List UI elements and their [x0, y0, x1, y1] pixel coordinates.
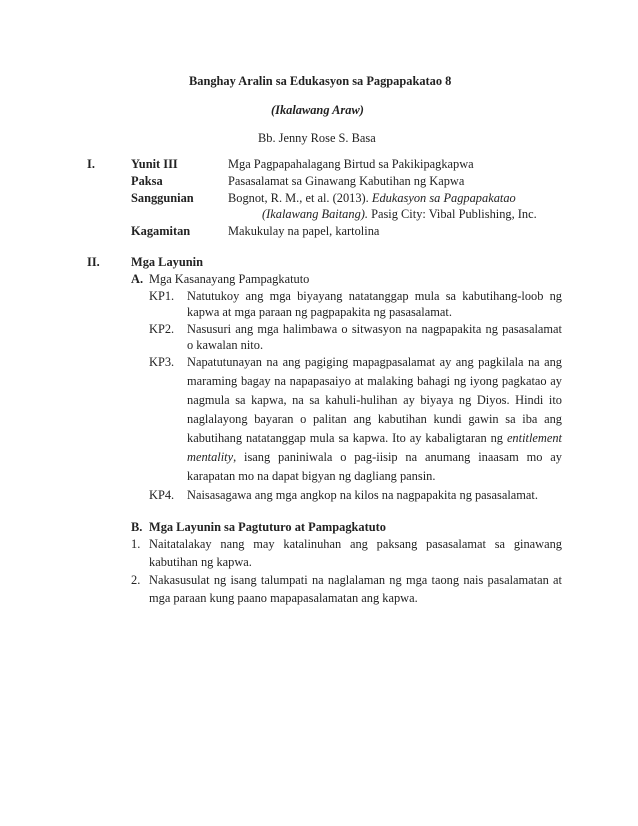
value-sanggunian-line1 — [228, 191, 516, 206]
kp3-line5 — [187, 431, 562, 446]
label-sanggunian: Sanggunian — [131, 191, 194, 205]
kp3-line1: Napatutunayan na ang pagiging mapagpasalamat ay ang pagkilala na ang — [187, 355, 562, 369]
objective-2-line2: mga paraan kung paano mapapasalamatan ang kapwa. — [149, 591, 418, 605]
document-day: (Ikalawang Araw) — [271, 103, 364, 117]
objective-2-number: 2. — [131, 573, 141, 587]
citation-authors: Bognot, R. M., et al. (2013). — [228, 191, 372, 205]
label-yunit: Yunit III — [131, 157, 178, 171]
value-kagamitan: Makukulay na papel, kartolina — [228, 224, 380, 238]
kp2-line2: o kawalan nito. — [187, 338, 264, 352]
kp3-line6 — [187, 450, 562, 465]
document-author: Bb. Jenny Rose S. Basa — [258, 131, 376, 145]
kp3-line2: maraming bagay na napapasaiyo at malaking bahagi ng iyong pagkatao ay — [187, 374, 562, 388]
objective-2-line1: Nakasusulat ng isang talumpati na naglalaman ng mga taong nais pasalamatan at — [149, 573, 562, 587]
kp4-code: KP4. — [149, 488, 175, 502]
value-yunit: Mga Pagpapahalagang Birtud sa Pakikipagkapwa — [228, 157, 474, 171]
objective-1-line2: kabutihan ng kapwa. — [149, 555, 252, 569]
citation-book-title: Edukasyon sa Pagpapakatao — [371, 191, 516, 205]
kp3-line6-text: , isang paniniwala o pag-iisip na anumang inaasam mo ay — [233, 450, 562, 464]
kp2-line1: Nasusuri ang mga halimbawa o sitwasyon na nagpapakita ng pasasalamat — [187, 322, 562, 336]
section-1-numeral: I. — [87, 157, 95, 171]
section-2-title: Mga Layunin — [131, 255, 203, 269]
part-a-title: Mga Kasanayang Pampagkatuto — [149, 272, 310, 286]
objective-1-number: 1. — [131, 537, 141, 551]
kp3-line7: karapatan mo na dapat bigyan ng dagliang pansin. — [187, 469, 436, 483]
kp4-line1: Naisasagawa ang mga angkop na kilos na nagpapakita ng pasasalamat. — [187, 488, 538, 502]
objective-1-line1: Naitatalakay nang may katalinuhan ang paksang pasasalamat sa ginawang — [149, 537, 562, 551]
value-paksa: Pasasalamat sa Ginawang Kabutihan ng Kapwa — [228, 174, 465, 188]
citation-edition: (Ikalawang Baitang). — [262, 207, 368, 221]
citation-publisher: Pasig City: Vibal Publishing, Inc. — [368, 207, 537, 221]
kp1-code: KP1. — [149, 289, 175, 303]
label-paksa: Paksa — [131, 174, 163, 188]
part-a-letter: A. — [131, 272, 144, 286]
value-sanggunian-line2 — [262, 207, 537, 222]
kp3-line5-text: kabutihang natatanggap mula sa kapwa. Ito ay kabaligtaran ng — [187, 431, 507, 445]
kp2-code: KP2. — [149, 322, 175, 336]
kp3-code: KP3. — [149, 355, 175, 369]
part-b-letter: B. — [131, 520, 143, 534]
label-kagamitan: Kagamitan — [131, 224, 191, 238]
part-b-title: Mga Layunin sa Pagtuturo at Pampagkatuto — [149, 520, 386, 534]
kp3-term-mentality: mentality — [187, 450, 234, 464]
kp1-line1: Natutukoy ang mga biyayang natatanggap mula sa kabutihang-loob ng — [187, 289, 562, 303]
document-title: Banghay Aralin sa Edukasyon sa Pagpapakatao 8 — [189, 74, 452, 88]
kp1-line2: kapwa at mga paraan ng pagpapakita ng pasasalamat. — [187, 305, 452, 319]
kp3-line3: nagmula sa kapwa, na sa kahuli-hulihan ay biyaya ng Diyos. Hindi ito — [187, 393, 562, 407]
section-2-numeral: II. — [87, 255, 100, 269]
kp3-term-entitlement: entitlement — [506, 431, 562, 445]
kp3-line4: naglalayong bayaran o palitan ang kabutihan kundi gawin sa iba ang — [187, 412, 562, 426]
